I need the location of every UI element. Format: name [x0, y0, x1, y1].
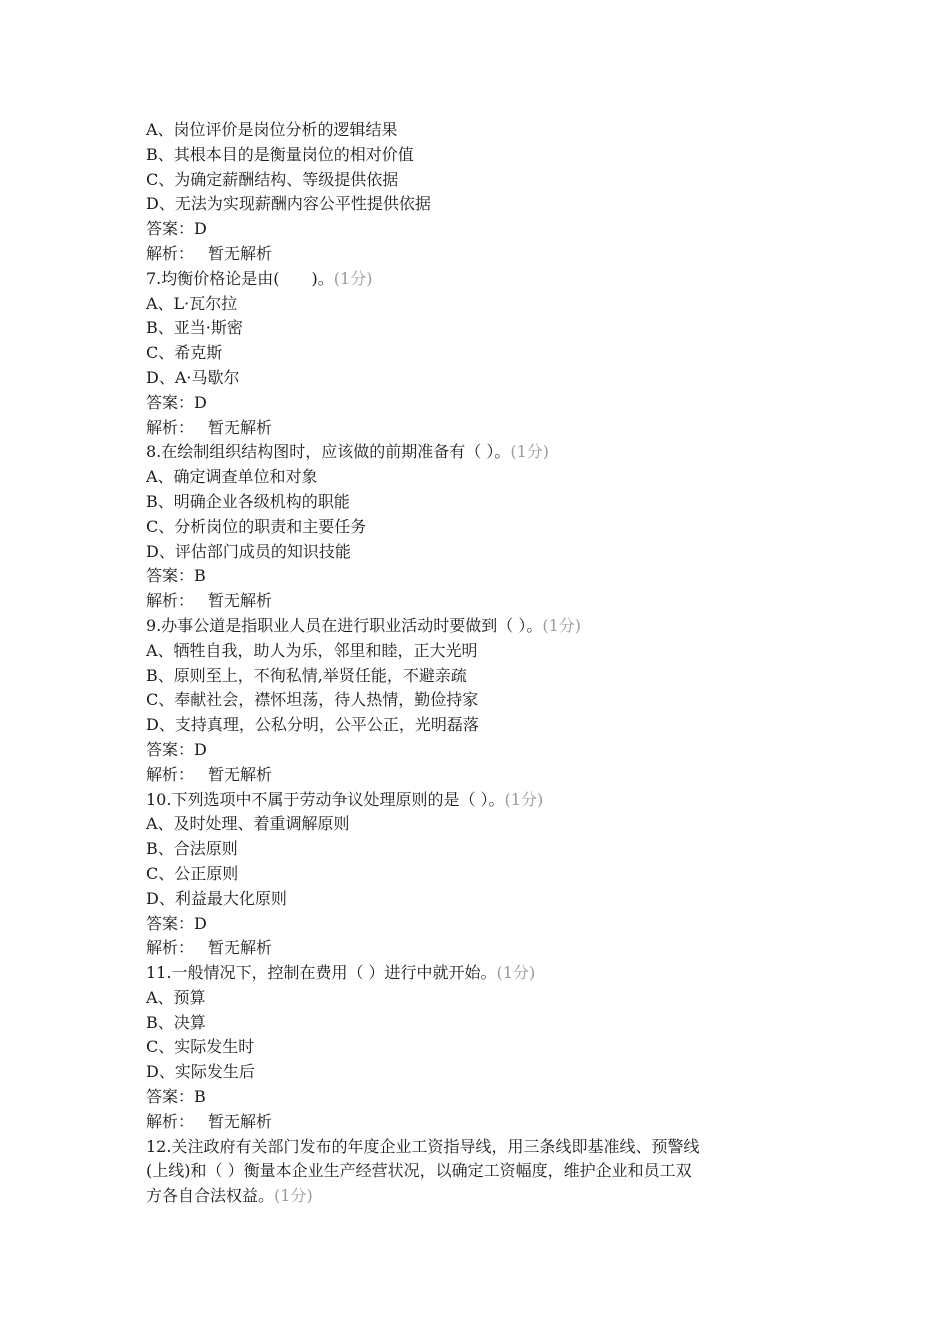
answer: 答案：D	[146, 219, 207, 239]
document-page	[146, 118, 826, 1209]
analysis-text: 暂无解析	[208, 764, 273, 784]
stem-text: 方各自合法权益。	[146, 1186, 275, 1206]
option-a: A、L·瓦尔拉	[146, 293, 238, 313]
option-a: A、确定调查单位和对象	[146, 467, 318, 487]
question-stem	[146, 440, 826, 465]
answer: 答案：B	[146, 566, 206, 586]
option-a: A、及时处理、着重调解原则	[146, 814, 350, 834]
answer: 答案：D	[146, 739, 207, 759]
option-b: B、亚当·斯密	[146, 318, 243, 338]
analysis-label: 解析：	[146, 938, 195, 958]
option-d: D、评估部门成员的知识技能	[146, 541, 351, 561]
stem-text: 9.办事公道是指职业人员在进行职业活动时要做到（ ）。	[146, 615, 543, 635]
analysis-text: 暂无解析	[208, 591, 273, 611]
score-label: (1分)	[496, 963, 536, 983]
analysis-text: 暂无解析	[208, 938, 273, 958]
analysis	[146, 763, 826, 788]
question-stem	[146, 961, 826, 986]
score-label: (1分)	[542, 615, 582, 635]
option-c: C、奉献社会，襟怀坦荡，待人热情，勤俭持家	[146, 690, 479, 710]
option-c: C、为确定薪酬结构、等级提供依据	[146, 169, 399, 189]
score-label: (1分)	[510, 442, 550, 462]
option-c: C、分析岗位的职责和主要任务	[146, 516, 367, 536]
question-stem	[146, 267, 826, 292]
option-b: B、明确企业各级机构的职能	[146, 491, 350, 511]
analysis-label: 解析：	[146, 417, 195, 437]
analysis	[146, 242, 826, 267]
question-stem-line-3	[146, 1184, 826, 1209]
option-c: C、公正原则	[146, 863, 239, 883]
option-c: C、希克斯	[146, 343, 223, 363]
stem-text: 8.在绘制组织结构图时，应该做的前期准备有（ ）。	[146, 442, 511, 462]
answer: 答案：B	[146, 1087, 206, 1107]
stem-text: 10.下列选项中不属于劳动争议处理原则的是（ ）。	[146, 789, 505, 809]
option-a: A、岗位评价是岗位分析的逻辑结果	[146, 120, 398, 139]
question-stem	[146, 614, 826, 639]
analysis	[146, 936, 826, 961]
analysis-label: 解析：	[146, 1111, 195, 1131]
question-stem	[146, 788, 826, 813]
analysis-text: 暂无解析	[208, 243, 273, 263]
analysis-label: 解析：	[146, 591, 195, 611]
score-label: (1分)	[333, 268, 373, 288]
analysis	[146, 589, 826, 614]
analysis-text: 暂无解析	[208, 1111, 273, 1131]
option-b: B、决算	[146, 1012, 206, 1032]
score-label: (1分)	[504, 789, 544, 809]
option-d: D、实际发生后	[146, 1062, 255, 1082]
answer: 答案：D	[146, 913, 207, 933]
stem-text: 7.均衡价格论是由( )。	[146, 268, 334, 288]
question-stem-line-1: 12.关注政府有关部门发布的年度企业工资指导线，用三条线即基准线、预警线	[146, 1136, 700, 1156]
analysis-text: 暂无解析	[208, 417, 273, 437]
analysis	[146, 1110, 826, 1135]
score-label: (1分)	[274, 1186, 313, 1206]
option-d: D、支持真理，公私分明，公平公正，光明磊落	[146, 715, 479, 735]
option-a: A、牺牲自我，助人为乐，邻里和睦，正大光明	[146, 640, 478, 660]
analysis	[146, 416, 826, 441]
option-d: D、无法为实现薪酬内容公平性提供依据	[146, 194, 431, 214]
option-d: D、A·马歇尔	[146, 367, 240, 387]
option-c: C、实际发生时	[146, 1037, 255, 1057]
analysis-label: 解析：	[146, 764, 195, 784]
option-a: A、预算	[146, 987, 206, 1007]
option-d: D、利益最大化原则	[146, 888, 287, 908]
option-b: B、原则至上，不徇私情,举贤任能，不避亲疏	[146, 665, 467, 685]
option-b: B、其根本目的是衡量岗位的相对价值	[146, 144, 414, 164]
analysis-label: 解析：	[146, 243, 195, 263]
answer: 答案：D	[146, 392, 207, 412]
stem-text: 11.一般情况下，控制在费用（ ）进行中就开始。	[146, 963, 497, 983]
option-b: B、合法原则	[146, 839, 238, 859]
question-stem-line-2: (上线)和（ ）衡量本企业生产经营状况，以确定工资幅度，维护企业和员工双	[146, 1161, 692, 1181]
